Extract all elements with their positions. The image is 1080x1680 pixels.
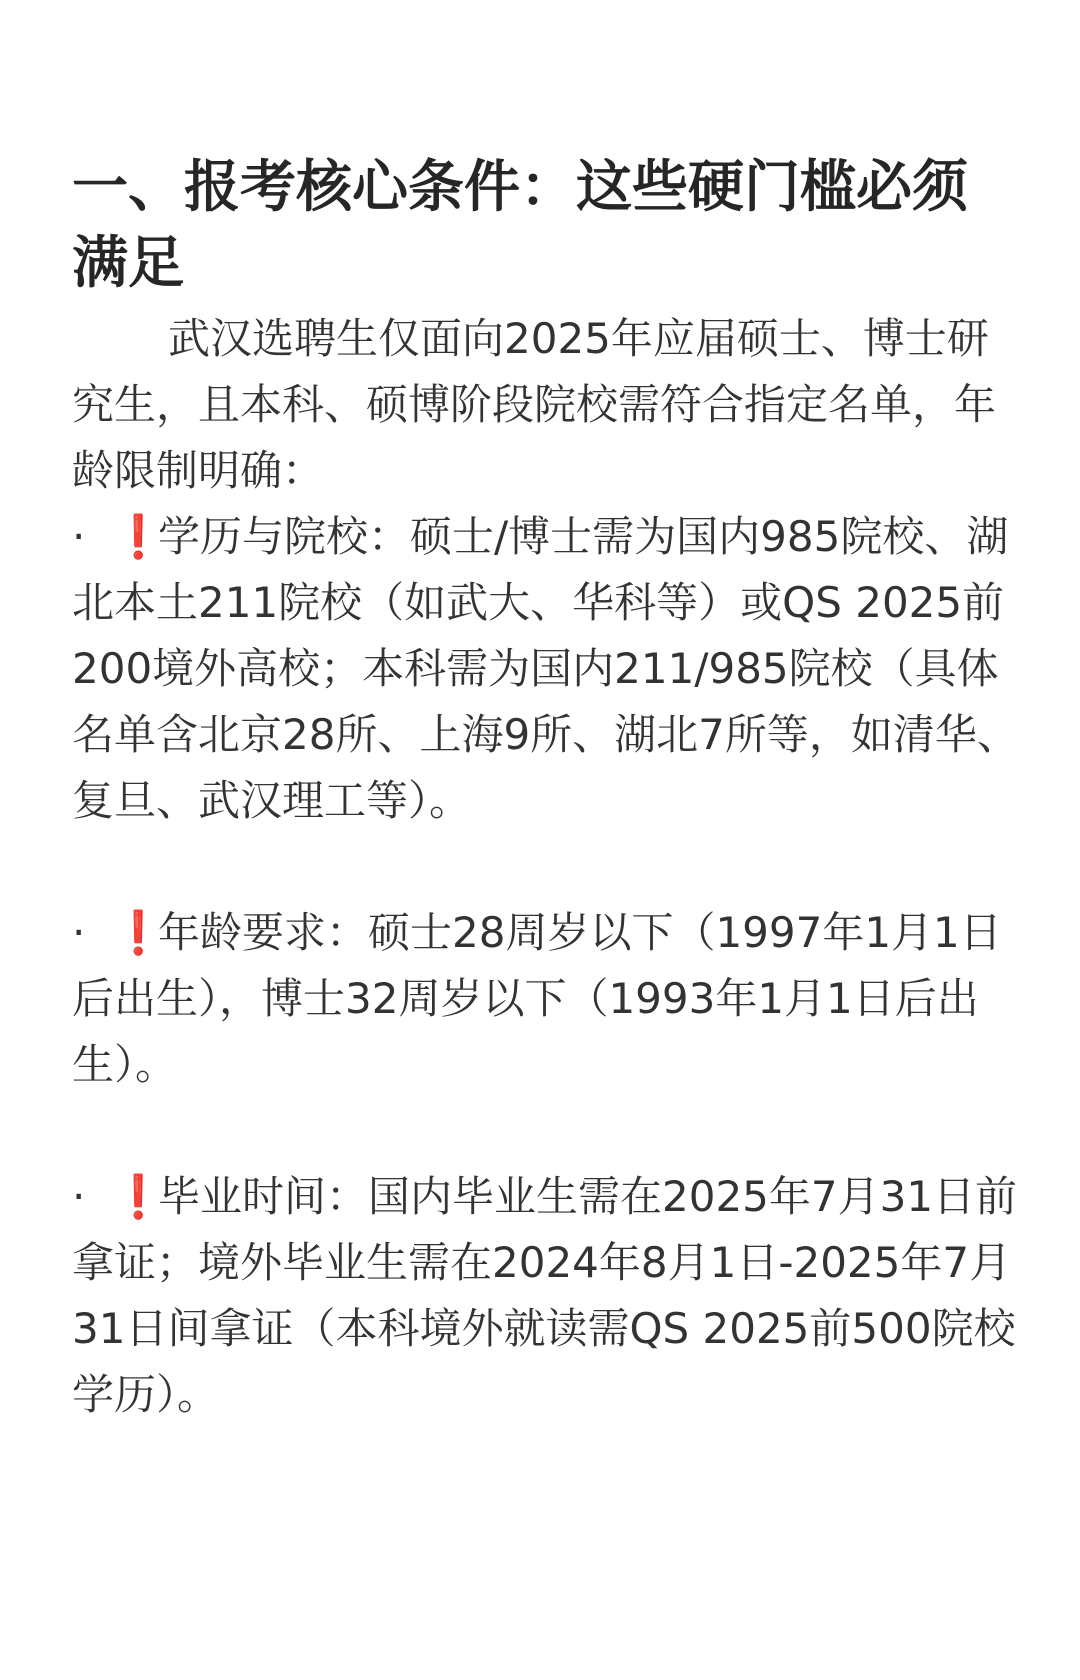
exclamation-icon: ❗ (112, 512, 165, 561)
bullet-dot: · (72, 908, 86, 957)
list-item-text: 毕业时间：国内毕业生需在2025年7月31日前拿证；境外毕业生需在2024年8月1日-2025年7月31日间拿证（本科境外就读需QS 2025前500院校学历）。 (72, 1172, 1018, 1419)
list-item-education (72, 504, 1020, 834)
list-item-text: 年龄要求：硕士28周岁以下（1997年1月1日后出生），博士32周岁以下（1993年1月1日后出生）。 (72, 908, 1002, 1089)
exclamation-icon: ❗ (112, 908, 165, 957)
bullet-dot: · (72, 1172, 86, 1221)
list-item-text: 学历与院校：硕士/博士需为国内985院校、湖北本土211院校（如武大、华科等）或QS 2025前200境外高校；本科需为国内211/985院校（具体名单含北京28所、上海9所、湖北7所等，如清华、复旦、武汉理工等）。 (72, 512, 1019, 825)
list-item-graduation (72, 1164, 1020, 1428)
bullet-dot: · (72, 512, 86, 561)
list-item-age (72, 900, 1020, 1098)
article (72, 150, 1020, 1428)
section-heading: 一、报考核心条件：这些硬门槛必须满足 (72, 155, 968, 296)
intro-paragraph: 武汉选聘生仅面向2025年应届硕士、博士研究生，且本科、硕博阶段院校需符合指定名单，年龄限制明确： (72, 314, 997, 495)
exclamation-icon: ❗ (112, 1172, 165, 1221)
